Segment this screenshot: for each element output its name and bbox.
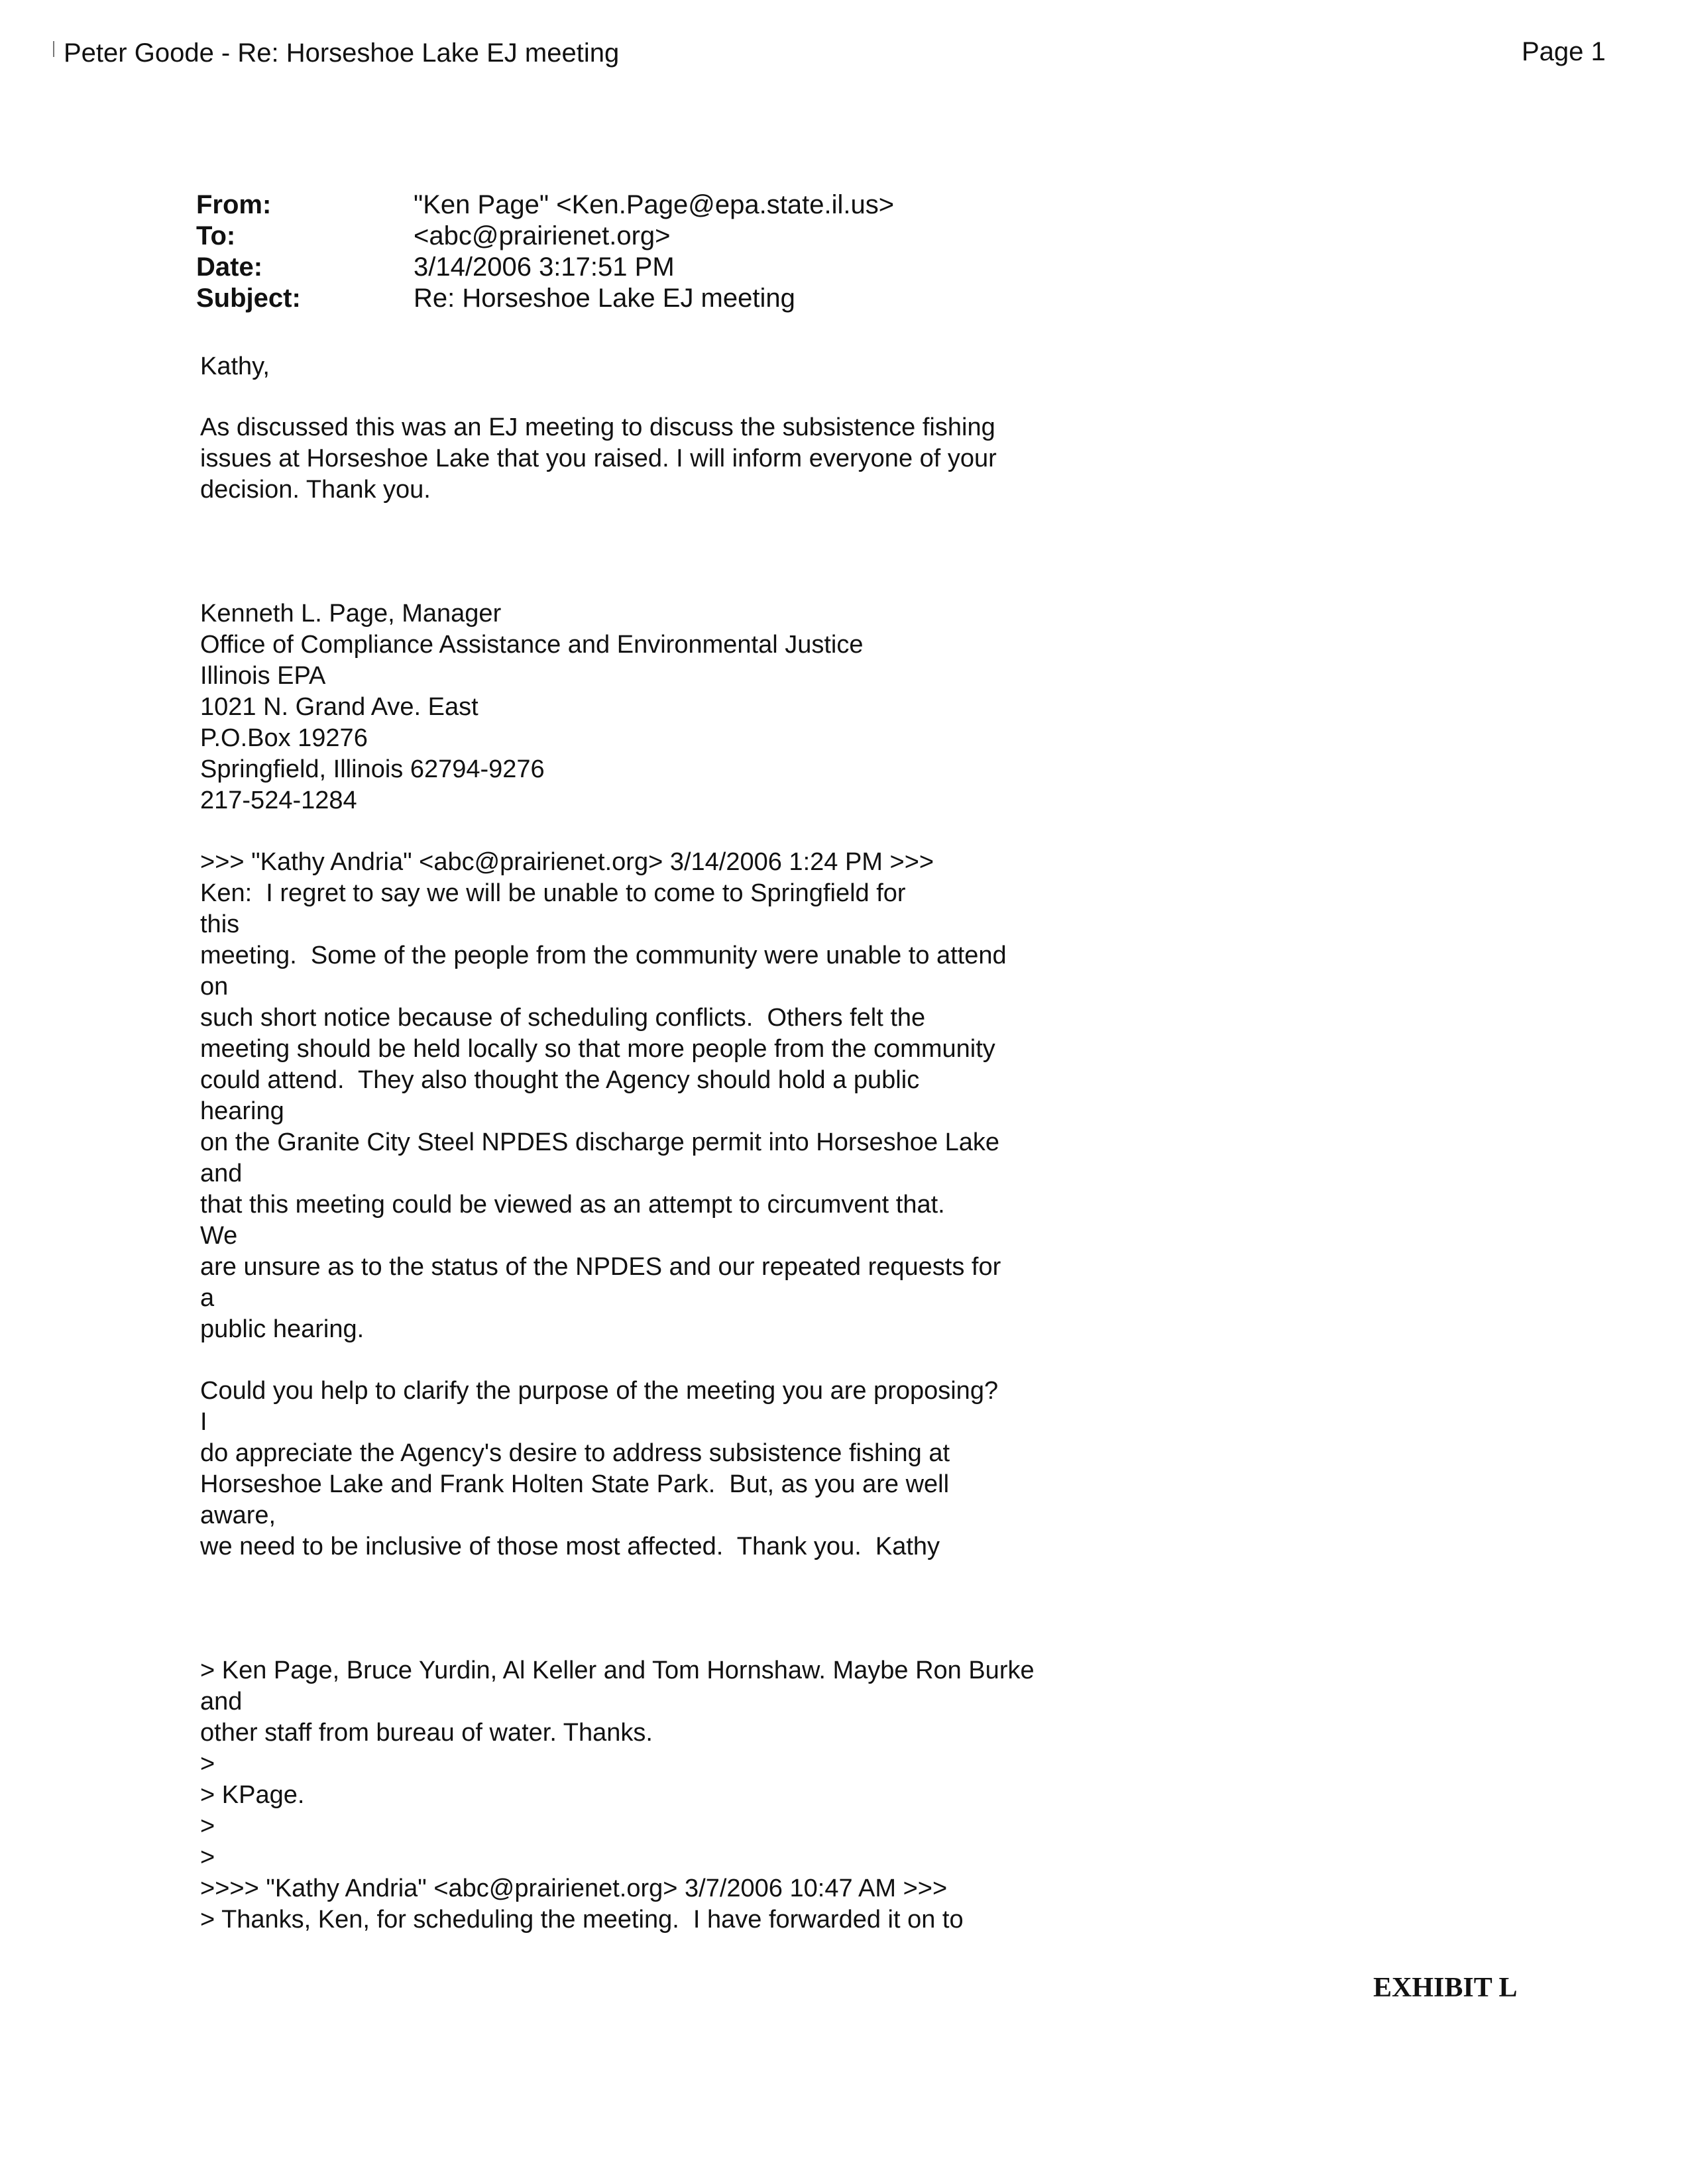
quoted-line: > xyxy=(200,1812,215,1840)
quoted-line: > Thanks, Ken, for scheduling the meeting. I have forwarded it on to xyxy=(200,1906,964,1934)
from-value: "Ken Page" <Ken.Page@epa.state.il.us> xyxy=(414,190,895,219)
quoted-line: do appreciate the Agency's desire to address subsistence fishing at xyxy=(200,1439,950,1467)
quoted-line: We xyxy=(200,1222,238,1250)
date-row xyxy=(196,252,894,283)
quoted-line: Could you help to clarify the purpose of the meeting you are proposing? xyxy=(200,1377,999,1405)
signature-line: 1021 N. Grand Ave. East xyxy=(200,693,478,721)
quoted-line: could attend. They also thought the Agency should hold a public xyxy=(200,1066,920,1094)
quoted-line: on the Granite City Steel NPDES discharge permit into Horseshoe Lake xyxy=(200,1128,1000,1156)
page-number: Page 1 xyxy=(1522,37,1606,66)
quoted-line: aware, xyxy=(200,1502,276,1529)
quoted-line: >>> "Kathy Andria" <abc@prairienet.org> 3/14/2006 1:24 PM >>> xyxy=(200,848,934,876)
header-margin-mark xyxy=(53,41,54,57)
subject-row xyxy=(196,283,894,314)
quoted-line: we need to be inclusive of those most affected. Thank you. Kathy xyxy=(200,1533,940,1560)
from-label: From: xyxy=(196,190,272,219)
to-label: To: xyxy=(196,221,236,250)
date-value: 3/14/2006 3:17:51 PM xyxy=(414,252,675,282)
from-row xyxy=(196,190,894,221)
quoted-line: I xyxy=(200,1408,207,1436)
quoted-line: public hearing. xyxy=(200,1315,365,1343)
quoted-line: such short notice because of scheduling conflicts. Others felt the xyxy=(200,1004,926,1032)
quoted-line: other staff from bureau of water. Thanks. xyxy=(200,1719,653,1747)
quoted-line: and xyxy=(200,1160,243,1187)
date-label: Date: xyxy=(196,252,263,282)
signature-line: P.O.Box 19276 xyxy=(200,724,368,752)
signature-line: Springfield, Illinois 62794-9276 xyxy=(200,755,545,783)
exhibit-label: EXHIBIT L xyxy=(1373,1973,1518,2003)
signature-line: Illinois EPA xyxy=(200,662,326,690)
body-line: decision. Thank you. xyxy=(200,476,431,504)
quoted-line: Horseshoe Lake and Frank Holten State Park. But, as you are well xyxy=(200,1470,950,1498)
document-header-title: Peter Goode - Re: Horseshoe Lake EJ meeting xyxy=(64,38,620,68)
quoted-line: a xyxy=(200,1284,215,1312)
quoted-line: meeting. Some of the people from the community were unable to attend xyxy=(200,942,1007,969)
quoted-line: > Ken Page, Bruce Yurdin, Al Keller and Tom Hornshaw. Maybe Ron Burke xyxy=(200,1657,1035,1684)
signature-line: Office of Compliance Assistance and Environmental Justice xyxy=(200,631,864,659)
signature-line: Kenneth L. Page, Manager xyxy=(200,600,502,628)
subject-label: Subject: xyxy=(196,284,301,313)
signature-line: 217-524-1284 xyxy=(200,787,357,814)
quoted-line: Ken: I regret to say we will be unable to come to Springfield for xyxy=(200,879,906,907)
quoted-line: are unsure as to the status of the NPDES and our repeated requests for xyxy=(200,1253,1001,1281)
quoted-line: > xyxy=(200,1750,215,1778)
quoted-line: this xyxy=(200,910,240,938)
quoted-line: on xyxy=(200,973,229,1001)
greeting: Kathy, xyxy=(200,353,270,380)
quoted-line: >>>> "Kathy Andria" <abc@prairienet.org> 3/7/2006 10:47 AM >>> xyxy=(200,1875,948,1902)
to-value: <abc@prairienet.org> xyxy=(414,221,671,250)
quoted-line: and xyxy=(200,1688,243,1716)
quoted-line: meeting should be held locally so that more people from the community xyxy=(200,1035,995,1063)
to-row xyxy=(196,221,894,252)
quoted-line: hearing xyxy=(200,1097,284,1125)
quoted-line: that this meeting could be viewed as an attempt to circumvent that. xyxy=(200,1191,945,1219)
quoted-line: > KPage. xyxy=(200,1781,305,1809)
email-header-block xyxy=(196,190,894,314)
subject-value: Re: Horseshoe Lake EJ meeting xyxy=(414,284,795,313)
body-line: As discussed this was an EJ meeting to discuss the subsistence fishing xyxy=(200,413,995,441)
quoted-line: > xyxy=(200,1843,215,1871)
body-line: issues at Horseshoe Lake that you raised. I will inform everyone of your xyxy=(200,445,997,472)
